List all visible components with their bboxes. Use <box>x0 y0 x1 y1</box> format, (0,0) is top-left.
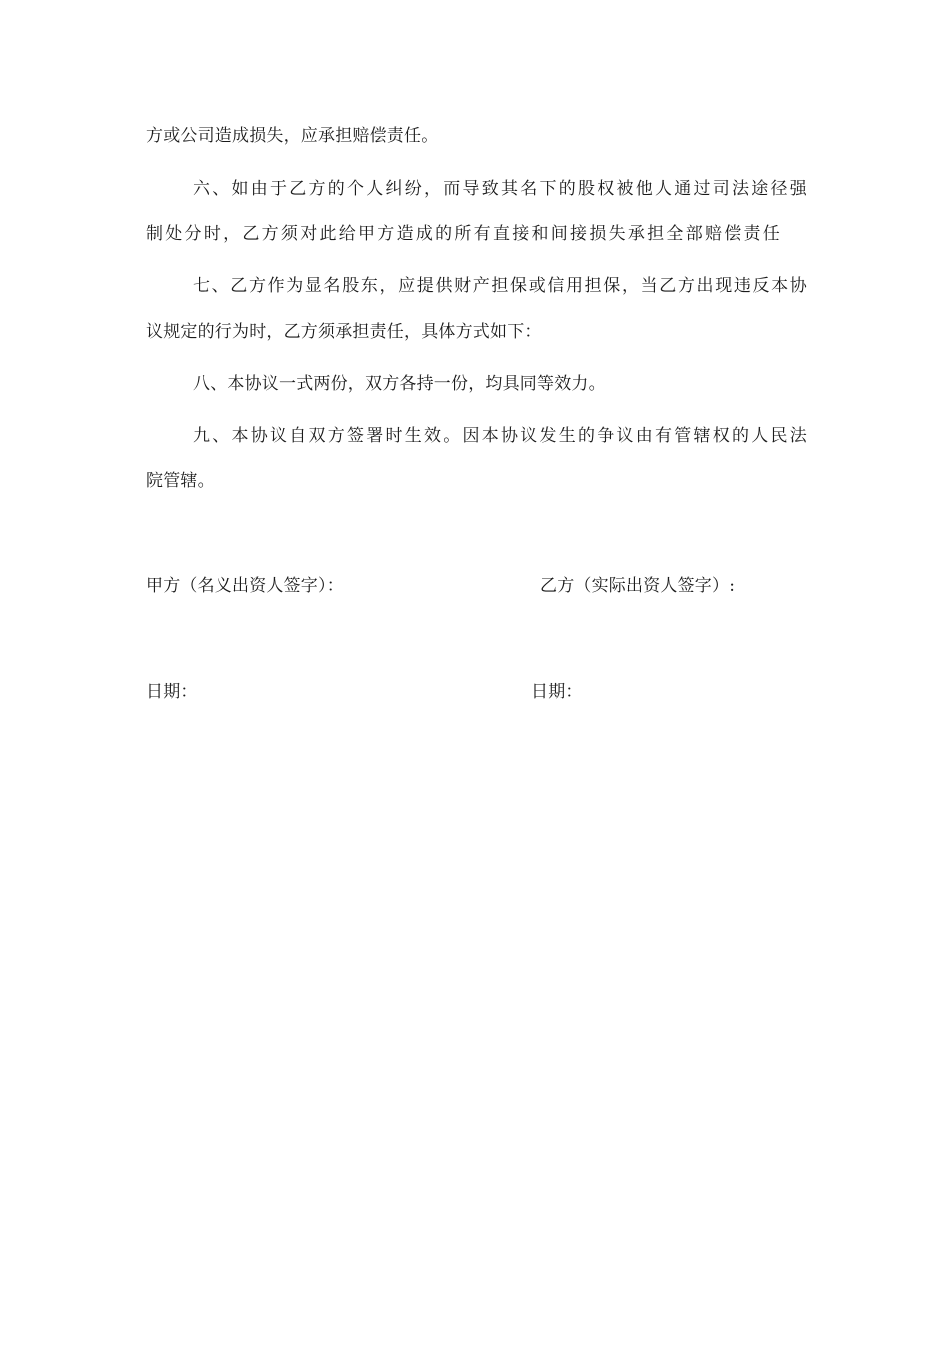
clause-7-line-2: 议规定的行为时，乙方须承担责任，具体方式如下： <box>146 322 542 342</box>
clause-9-line-1: 九、本协议自双方签署时生效。因本协议发生的争议由有管辖权的人民法 <box>193 426 807 446</box>
party-a-date-label: 日期： <box>146 682 198 702</box>
party-b-date-label: 日期： <box>531 682 583 702</box>
clause-6-line-2: 制处分时，乙方须对此给甲方造成的所有直接和间接损失承担全部赔偿责任 <box>146 224 780 244</box>
clause-5-tail: 方或公司造成损失，应承担赔偿责任。 <box>146 126 439 146</box>
clause-6-line-1: 六、如由于乙方的个人纠纷，而导致其名下的股权被他人通过司法途径强 <box>193 179 807 199</box>
party-a-signature-label: 甲方（名义出资人签字）： <box>146 576 344 596</box>
clause-7-line-1: 七、乙方作为显名股东，应提供财产担保或信用担保，当乙方出现违反本协 <box>193 276 807 296</box>
party-b-signature-label: 乙方（实际出资人签字）: <box>540 576 736 596</box>
clause-9-line-2: 院管辖。 <box>146 471 215 491</box>
clause-8-line-1: 八、本协议一式两份，双方各持一份，均具同等效力。 <box>193 374 606 394</box>
